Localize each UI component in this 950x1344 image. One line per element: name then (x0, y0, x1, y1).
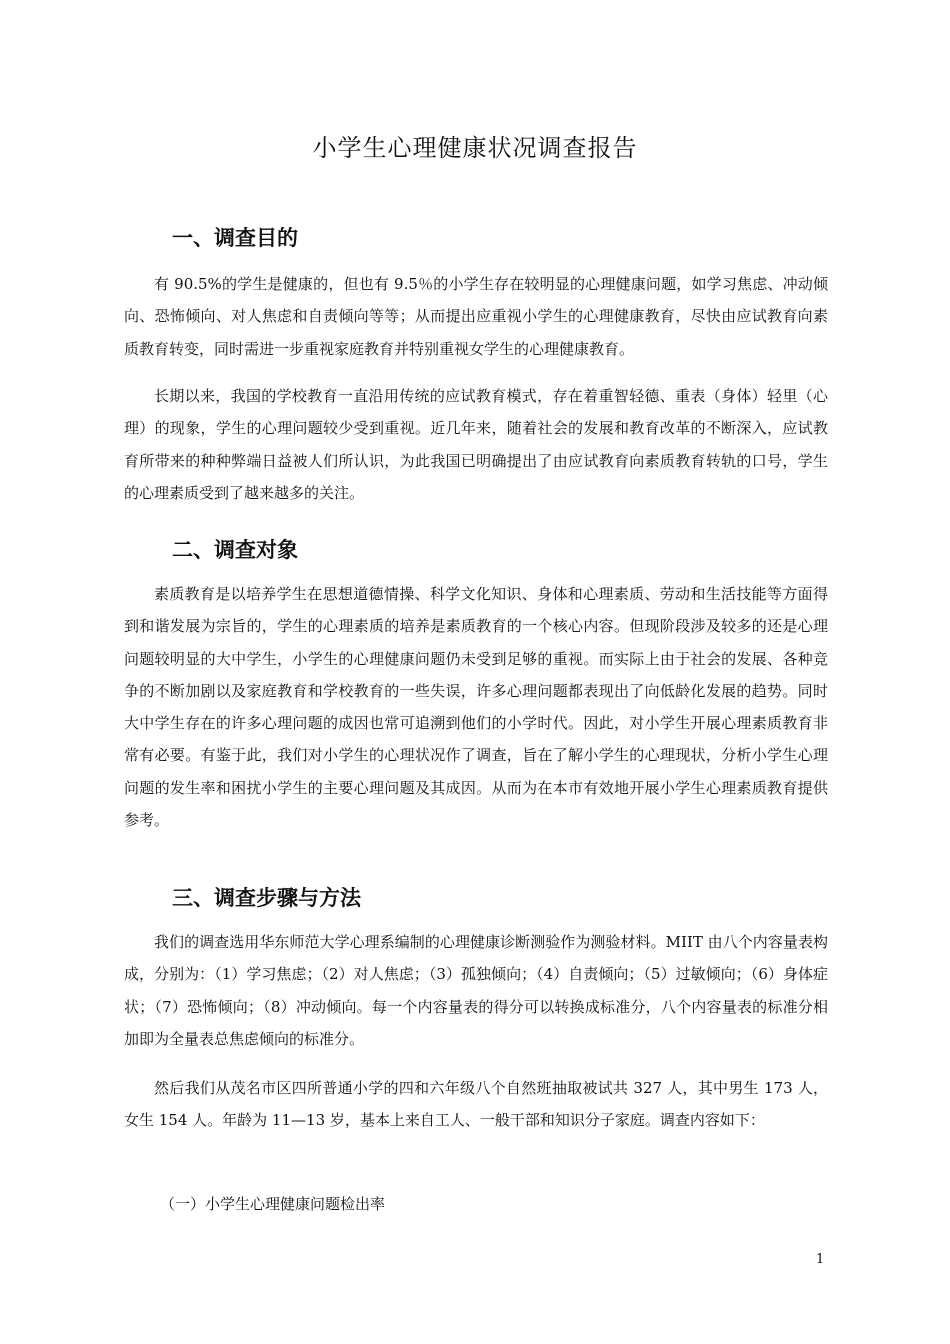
document-title: 小学生心理健康状况调查报告 (312, 134, 638, 162)
paragraph-purpose-2: 长期以来，我国的学校教育一直沿用传统的应试教育模式，存在着重智轻德、重表（身体）轻里（心理）的现象，学生的心理问题较少受到重视。近几年来，随着社会的发展和教育改革的不断深入，应试教育所带来的种种弊端日益被人们所认识，为此我国已明确提出了由应试教育向素质教育转轨的口号，学生的心理素质受到了越来越多的关注。 (124, 387, 828, 502)
section-heading-subjects: 二、调查对象 (172, 538, 298, 562)
subsection-item: （一）小学生心理健康问题检出率 (160, 1195, 386, 1213)
section-heading-method: 三、调查步骤与方法 (172, 886, 361, 910)
page-number: 1 (816, 1252, 825, 1267)
paragraph-purpose-1: 有 90.5%的学生是健康的，但也有 9.5％的小学生存在较明显的心理健康问题，如学习焦虑、冲动倾向、恐怖倾向、对人焦虑和自责倾向等等；从而提出应重视小学生的心理健康教育，尽快由应试教育向素质教育转变，同时需进一步重视家庭教育并特别重视女学生的心理健康教育。 (124, 275, 828, 358)
paragraph-subjects-1: 素质教育是以培养学生在思想道德情操、科学文化知识、身体和心理素质、劳动和生活技能等方面得到和谐发展为宗旨的，学生的心理素质的培养是素质教育的一个核心内容。但现阶段涉及较多的还是心理问题较明显的大中学生，小学生的心理健康问题仍未受到足够的重视。而实际上由于社会的发展、各种竞争的不断加剧以及家庭教育和学校教育的一些失误，许多心理问题都表现出了向低龄化发展的趋势。同时大中学生存在的许多心理问题的成因也常可追溯到他们的小学时代。因此，对小学生开展心理素质教育非常有必要。有鉴于此，我们对小学生的心理状况作了调查，旨在了解小学生的心理现状，分析小学生心理问题的发生率和困扰小学生的主要心理问题及其成因。从而为在本市有效地开展小学生心理素质教育提供参考。 (124, 585, 828, 830)
paragraph-method-1: 我们的调查选用华东师范大学心理系编制的心理健康诊断测验作为测验材料。MIIT 由八个内容量表构成，分别为：（1）学习焦虑；（2）对人焦虑；（3）孤独倾向；（4）自责倾向；（5）过敏倾向；（6）身体症状；（7）恐怖倾向；（8）冲动倾向。每一个内容量表的得分可以转换成标准分，八个内容量表的标准分相加即为全量表总焦虑倾向的标准分。 (124, 933, 828, 1048)
paragraph-method-2: 然后我们从茂名市区四所普通小学的四和六年级八个自然班抽取被试共 327 人，其中男生 173 人，女生 154 人。年龄为 11—13 岁，基本上来自工人、一般干部和知识分子家庭。调查内容如下： (124, 1079, 828, 1130)
section-heading-purpose: 一、调查目的 (172, 226, 298, 250)
